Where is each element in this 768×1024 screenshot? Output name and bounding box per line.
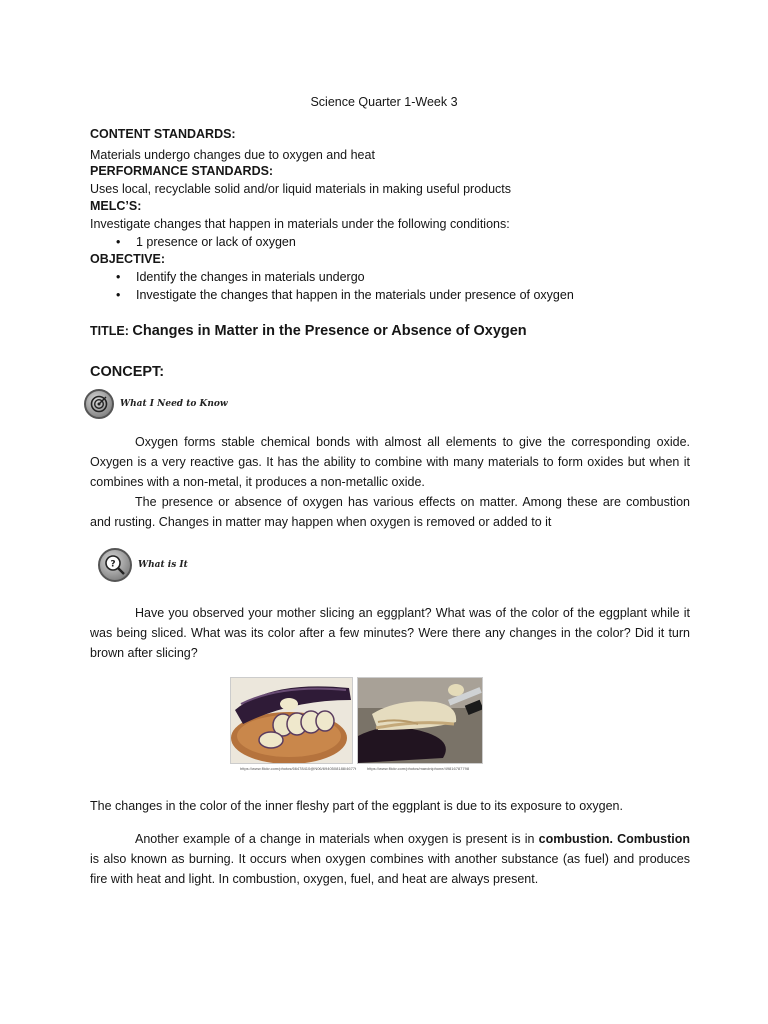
browned-eggplant-photo [357, 677, 483, 764]
svg-text:?: ? [110, 559, 116, 570]
combustion-term: combustion. Combustion [538, 832, 690, 846]
target-icon [84, 389, 114, 419]
what-is-it-text [90, 603, 690, 663]
combustion-text-a: Another example of a change in materials when oxygen is present is in [135, 832, 539, 846]
page-title: Science Quarter 1-Week 3 [310, 95, 458, 109]
left-image-caption: https://www.flickr.com/photos/66478410@N06/6940508188/4677t [240, 766, 357, 771]
paragraph: The presence or absence of oxygen has various effects on matter. Among these are combustion and rusting. Changes in matter may happen when oxygen is removed or added to it [90, 495, 690, 529]
title-label: TITLE: [90, 324, 129, 338]
what-is-it-label: What is It [138, 560, 188, 570]
combustion-text [90, 829, 690, 889]
melcs-heading: MELC’S: [90, 199, 142, 213]
paragraph: Oxygen forms stable chemical bonds with almost all elements to give the corresponding oxide. Oxygen is a very reactive gas. It has the ability to combine with many materials to form oxides but when it combines with a non-metal, it produces a non-metallic oxide. [90, 435, 690, 489]
magnifier-question-icon [98, 548, 132, 582]
bullet-dot: • [116, 270, 121, 284]
objective-bullet-text: Investigate the changes that happen in the materials under presence of oxygen [136, 288, 574, 302]
eggplant-slices-photo [230, 677, 353, 764]
melcs-bullet-text: 1 presence or lack of oxygen [136, 235, 296, 249]
bullet-dot: • [116, 235, 121, 249]
performance-standards-text: Uses local, recyclable solid and/or liquid materials in making useful products [90, 182, 512, 196]
objective-heading: OBJECTIVE: [90, 252, 166, 266]
concept-heading: CONCEPT: [90, 364, 165, 380]
melcs-text: Investigate changes that happen in materials under the following conditions: [90, 217, 510, 231]
objective-bullet-text: Identify the changes in materials undergo [136, 270, 365, 284]
right-image-caption: https://www.flickr.com/photos/marciniphone/49816787798 [367, 766, 470, 771]
eggplant-conclusion: The changes in the color of the inner fleshy part of the eggplant is due to its exposure to oxygen. [90, 799, 623, 813]
what-i-need-to-know-banner [84, 389, 228, 419]
paragraph [90, 829, 690, 889]
need-to-know-text [90, 432, 690, 532]
lesson-title: Changes in Matter in the Presence or Absence of Oxygen [132, 323, 527, 339]
bullet-dot: • [116, 288, 121, 302]
title-line [90, 323, 527, 340]
what-i-need-to-know-label: What I Need to Know [120, 399, 228, 409]
content-standards-text: Materials undergo changes due to oxygen and heat [90, 148, 375, 162]
paragraph: Have you observed your mother slicing an eggplant? What was of the color of the eggplant while it was being sliced. What was its color after a few minutes? Were there any changes in the color? Did it turn brown after slicing? [90, 606, 690, 660]
performance-standards-heading: PERFORMANCE STANDARDS: [90, 164, 274, 178]
content-standards-heading: CONTENT STANDARDS: [90, 127, 236, 141]
what-is-it-banner [98, 548, 188, 582]
combustion-text-b: is also known as burning. It occurs when oxygen combines with another substance (as fuel) and produces fire with heat and light. In combustion, oxygen, fuel, and heat are always present. [90, 852, 690, 886]
